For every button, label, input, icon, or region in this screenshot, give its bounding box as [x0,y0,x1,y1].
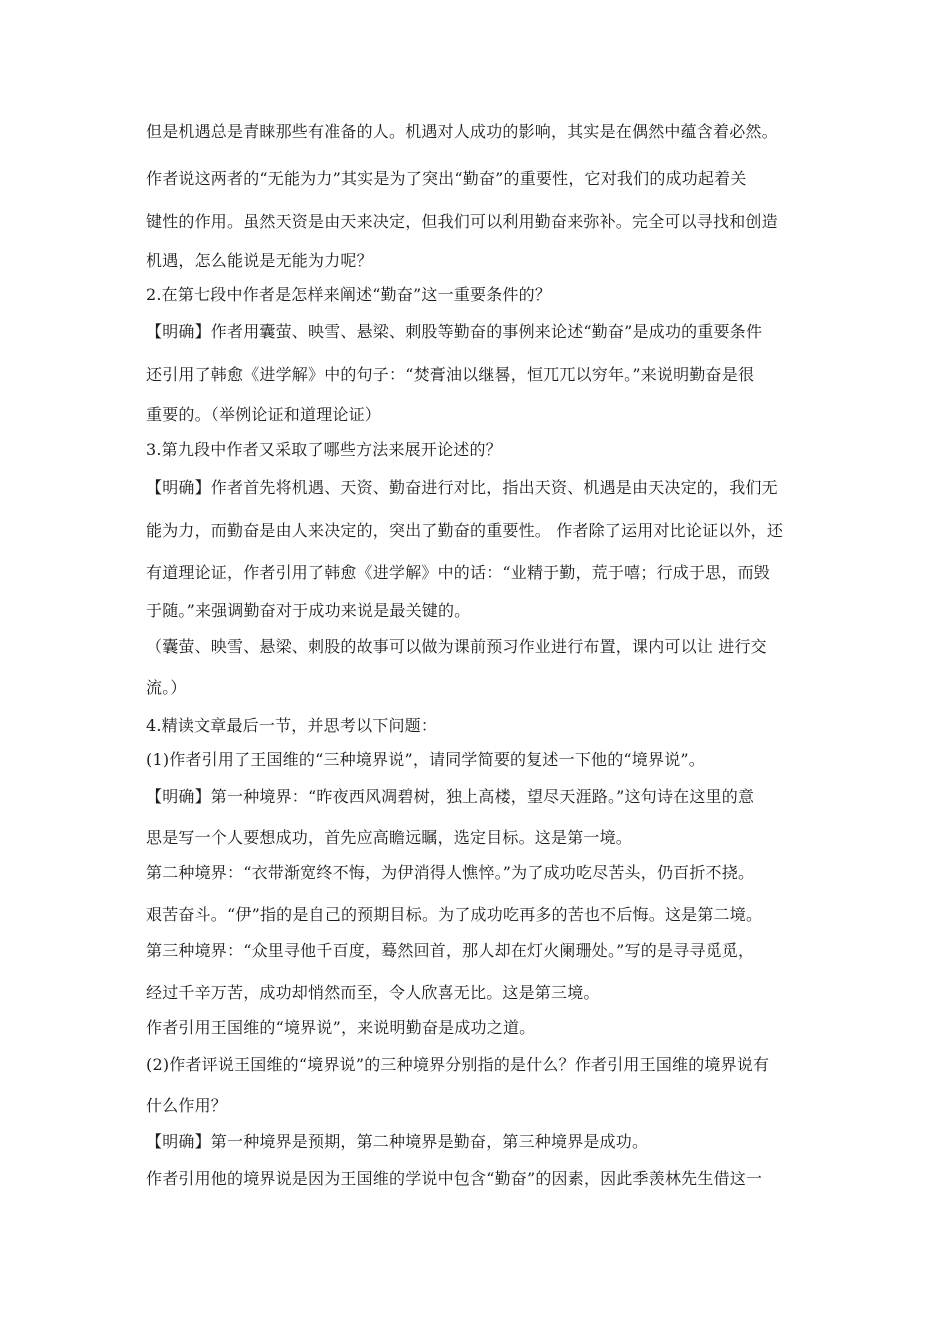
text-line: 思是写一个人要想成功，首先应高瞻远瞩，选定目标。这是第一境。 [146,828,633,847]
text-line: 能为力，而勤奋是由人来决定的，突出了勤奋的重要性。 作者除了运用对比论证以外，还 [146,521,784,540]
text-line: 【明确】第一种境界：“昨夜西风凋碧树，独上高楼，望尽天涯路。”这句诗在这里的意 [146,787,755,806]
text-line: (2)作者评说王国维的“境界说”的三种境界分别指的是什么？作者引用王国维的境界说有 [146,1055,770,1074]
text-line: 第二种境界：“衣带渐宽终不悔，为伊消得人憔悴。”为了成功吃尽苦头，仍百折不挠。 [146,863,755,882]
text-line: 作者说这两者的“无能为力”其实是为了突出“勤奋”的重要性，它对我们的成功起着关 [146,169,747,188]
text-line: 2.在第七段中作者是怎样来阐述“勤奋”这一重要条件的？ [146,285,552,304]
text-line: 3.第九段中作者又采取了哪些方法来展开论述的？ [146,440,502,459]
text-line: 4.精读文章最后一节，并思考以下问题： [146,716,438,735]
text-line: 键性的作用。虽然天资是由天来决定，但我们可以利用勤奋来弥补。完全可以寻找和创造 [146,212,778,231]
text-line: 作者引用他的境界说是因为王国维的学说中包含“勤奋”的因素，因此季羡林先生借这一 [146,1169,763,1188]
text-line: 但是机遇总是青睐那些有准备的人。机遇对人成功的影响，其实是在偶然中蕴含着必然。 [146,122,778,141]
text-line: 有道理论证，作者引用了韩愈《进学解》中的话：“业精于勤，荒于嘻；行成于思，而毁 [146,563,770,582]
text-line: 经过千辛万苦，成功却悄然而至，令人欣喜无比。这是第三境。 [146,983,600,1002]
text-line: 艰苦奋斗。“伊”指的是自己的预期目标。为了成功吃再多的苦也不后悔。这是第二境。 [146,905,763,924]
text-line: 【明确】作者用囊萤、映雪、悬梁、刺股等勤奋的事例来论述“勤奋”是成功的重要条件 [146,322,763,341]
text-line: 流。） [146,678,187,697]
text-line: 重要的。（举例论证和道理论证） [146,405,382,424]
text-line: 于随。”来强调勤奋对于成功来说是最关键的。 [146,601,471,620]
text-line: (1)作者引用了王国维的“三种境界说”，请同学简要的复述一下他的“境界说”。 [146,750,705,769]
text-line: 什么作用？ [146,1096,228,1115]
text-line: （囊萤、映雪、悬梁、刺股的故事可以做为课前预习作业进行布置，课内可以让 进行交 [146,637,767,656]
text-line: 【明确】作者首先将机遇、天资、勤奋进行对比，指出天资、机遇是由天决定的，我们无 [146,478,778,497]
text-line: 第三种境界：“众里寻他千百度，蓦然回首，那人却在灯火阑珊处。”写的是寻寻觅觅， [146,941,755,960]
text-line: 作者引用王国维的“境界说”，来说明勤奋是成功之道。 [146,1018,536,1037]
text-line: 机遇，怎么能说是无能为力呢？ [146,251,373,270]
text-line: 还引用了韩愈《进学解》中的句子：“焚膏油以继晷，恒兀兀以穷年。”来说明勤奋是很 [146,365,755,384]
text-line: 【明确】第一种境界是预期，第二种境界是勤奋，第三种境界是成功。 [146,1132,649,1151]
